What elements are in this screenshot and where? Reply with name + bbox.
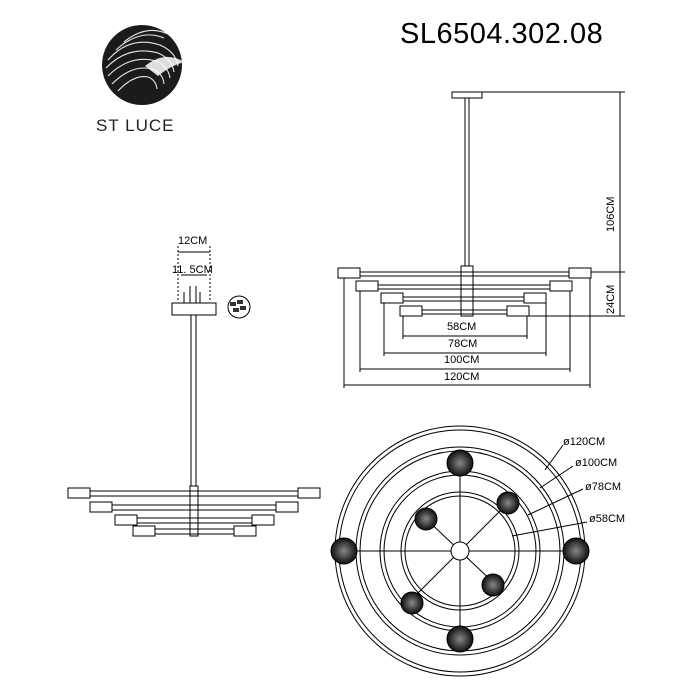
- diameter-100-label: ø100CM: [575, 457, 618, 469]
- drop-height-label: 106CM: [605, 196, 617, 232]
- width-100-label: 100CM: [444, 354, 480, 366]
- width-58-label: 58CM: [447, 321, 477, 333]
- brand-name: ST LUCE: [96, 116, 175, 135]
- st-luce-logo-mark: [102, 25, 184, 105]
- diameter-120-label: ø120CM: [563, 436, 606, 448]
- canopy-inner-width-label: 11. 5CM: [172, 264, 213, 276]
- tier-height-label: 24CM: [605, 284, 617, 314]
- diameter-58-label: ø58CM: [589, 513, 626, 525]
- canopy-width-label: 12CM: [178, 235, 208, 247]
- diameter-78-label: ø78CM: [585, 481, 622, 493]
- width-120-label: 120CM: [444, 371, 480, 383]
- side-view-drawing: [86, 246, 300, 536]
- width-78-label: 78CM: [448, 338, 478, 350]
- front-view-drawing: [344, 92, 625, 388]
- model-number: SL6504.302.08: [400, 18, 604, 50]
